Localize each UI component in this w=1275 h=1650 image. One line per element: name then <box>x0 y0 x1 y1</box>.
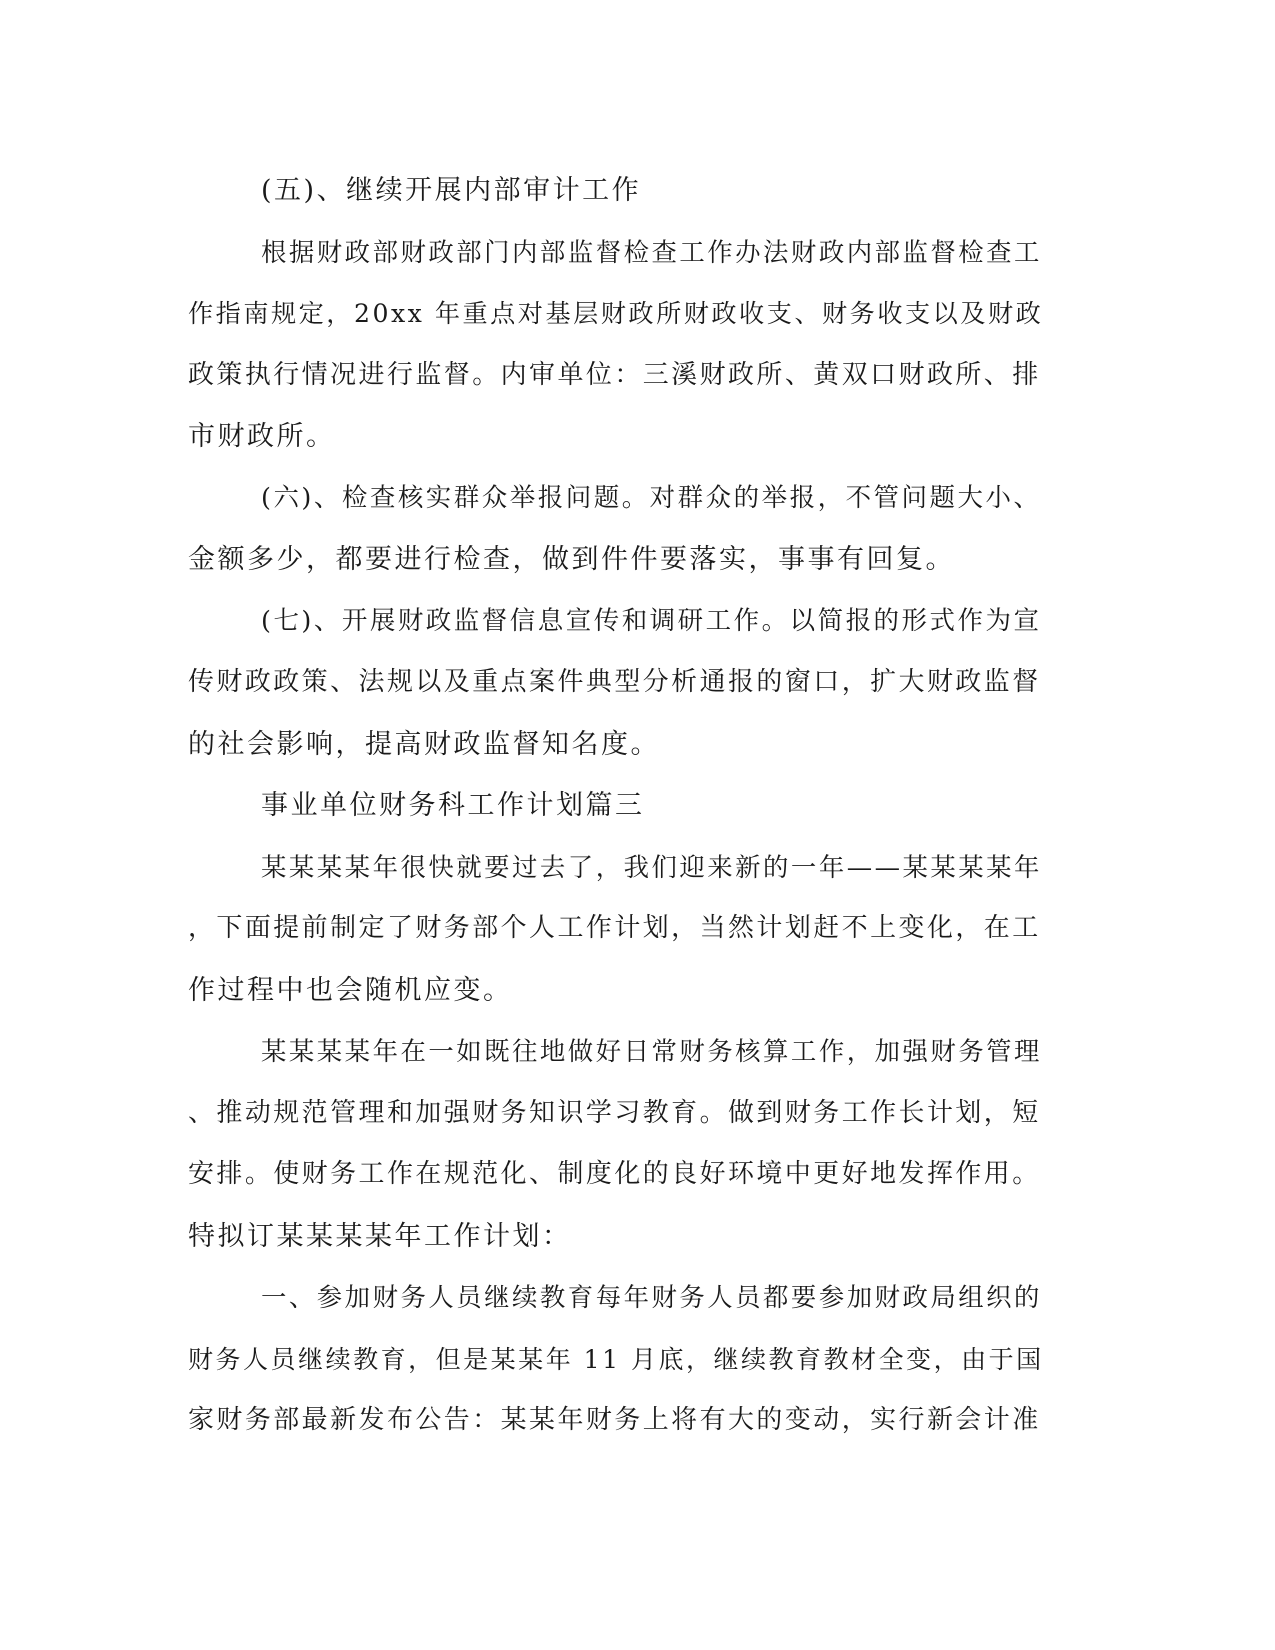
text-line: 政策执行情况进行监督。内审单位：三溪财政所、黄双口财政所、排 <box>188 359 1041 390</box>
text-line: 、推动规范管理和加强财务知识学习教育。做到财务工作长计划，短 <box>188 1097 1041 1128</box>
text-line: 金额多少，都要进行检查，做到件件要落实，事事有回复。 <box>188 544 955 575</box>
text-line: 特拟订某某某某年工作计划： <box>188 1220 572 1252</box>
text-line: 财务人员继续教育，但是某某年 11 月底，继续教育教材全变，由于国 <box>188 1344 1044 1374</box>
text-line: (七)、开展财政监督信息宣传和调研工作。以简报的形式作为宣 <box>261 605 1042 636</box>
text-line: ，下面提前制定了财务部个人工作计划，当然计划赶不上变化，在工 <box>188 913 1041 943</box>
text-line: 家财务部最新发布公告：某某年财务上将有大的变动，实行新会计准 <box>188 1405 1041 1435</box>
section-heading: 事业单位财务科工作计划篇三 <box>261 790 645 821</box>
text-line: 安排。使财务工作在规范化、制度化的良好环境中更好地发挥作用。 <box>188 1159 1041 1189</box>
text-line: 传财政政策、法规以及重点案件典型分析通报的窗口，扩大财政监督 <box>188 667 1041 697</box>
text-line: 作指南规定，20xx 年重点对基层财政所财政收支、财务收支以及财政 <box>188 299 1044 328</box>
text-line: 某某某某年在一如既往地做好日常财务核算工作，加强财务管理 <box>261 1036 1042 1066</box>
text-line: 的社会影响，提高财政监督知名度。 <box>188 728 660 760</box>
text-line: 根据财政部财政部门内部监督检查工作办法财政内部监督检查工 <box>261 236 1042 267</box>
text-line: 一、参加财务人员继续教育每年财务人员都要参加财政局组织的 <box>261 1282 1042 1312</box>
text-line: (五)、继续开展内部审计工作 <box>261 175 642 206</box>
text-line: 作过程中也会随机应变。 <box>188 974 513 1006</box>
text-line: (六)、检查核实群众举报问题。对群众的举报，不管问题大小、 <box>261 482 1042 513</box>
text-line: 某某某某年很快就要过去了，我们迎来新的一年——某某某某年 <box>261 851 1042 882</box>
text-line: 市财政所。 <box>188 421 336 452</box>
document-body <box>188 160 1078 1452</box>
